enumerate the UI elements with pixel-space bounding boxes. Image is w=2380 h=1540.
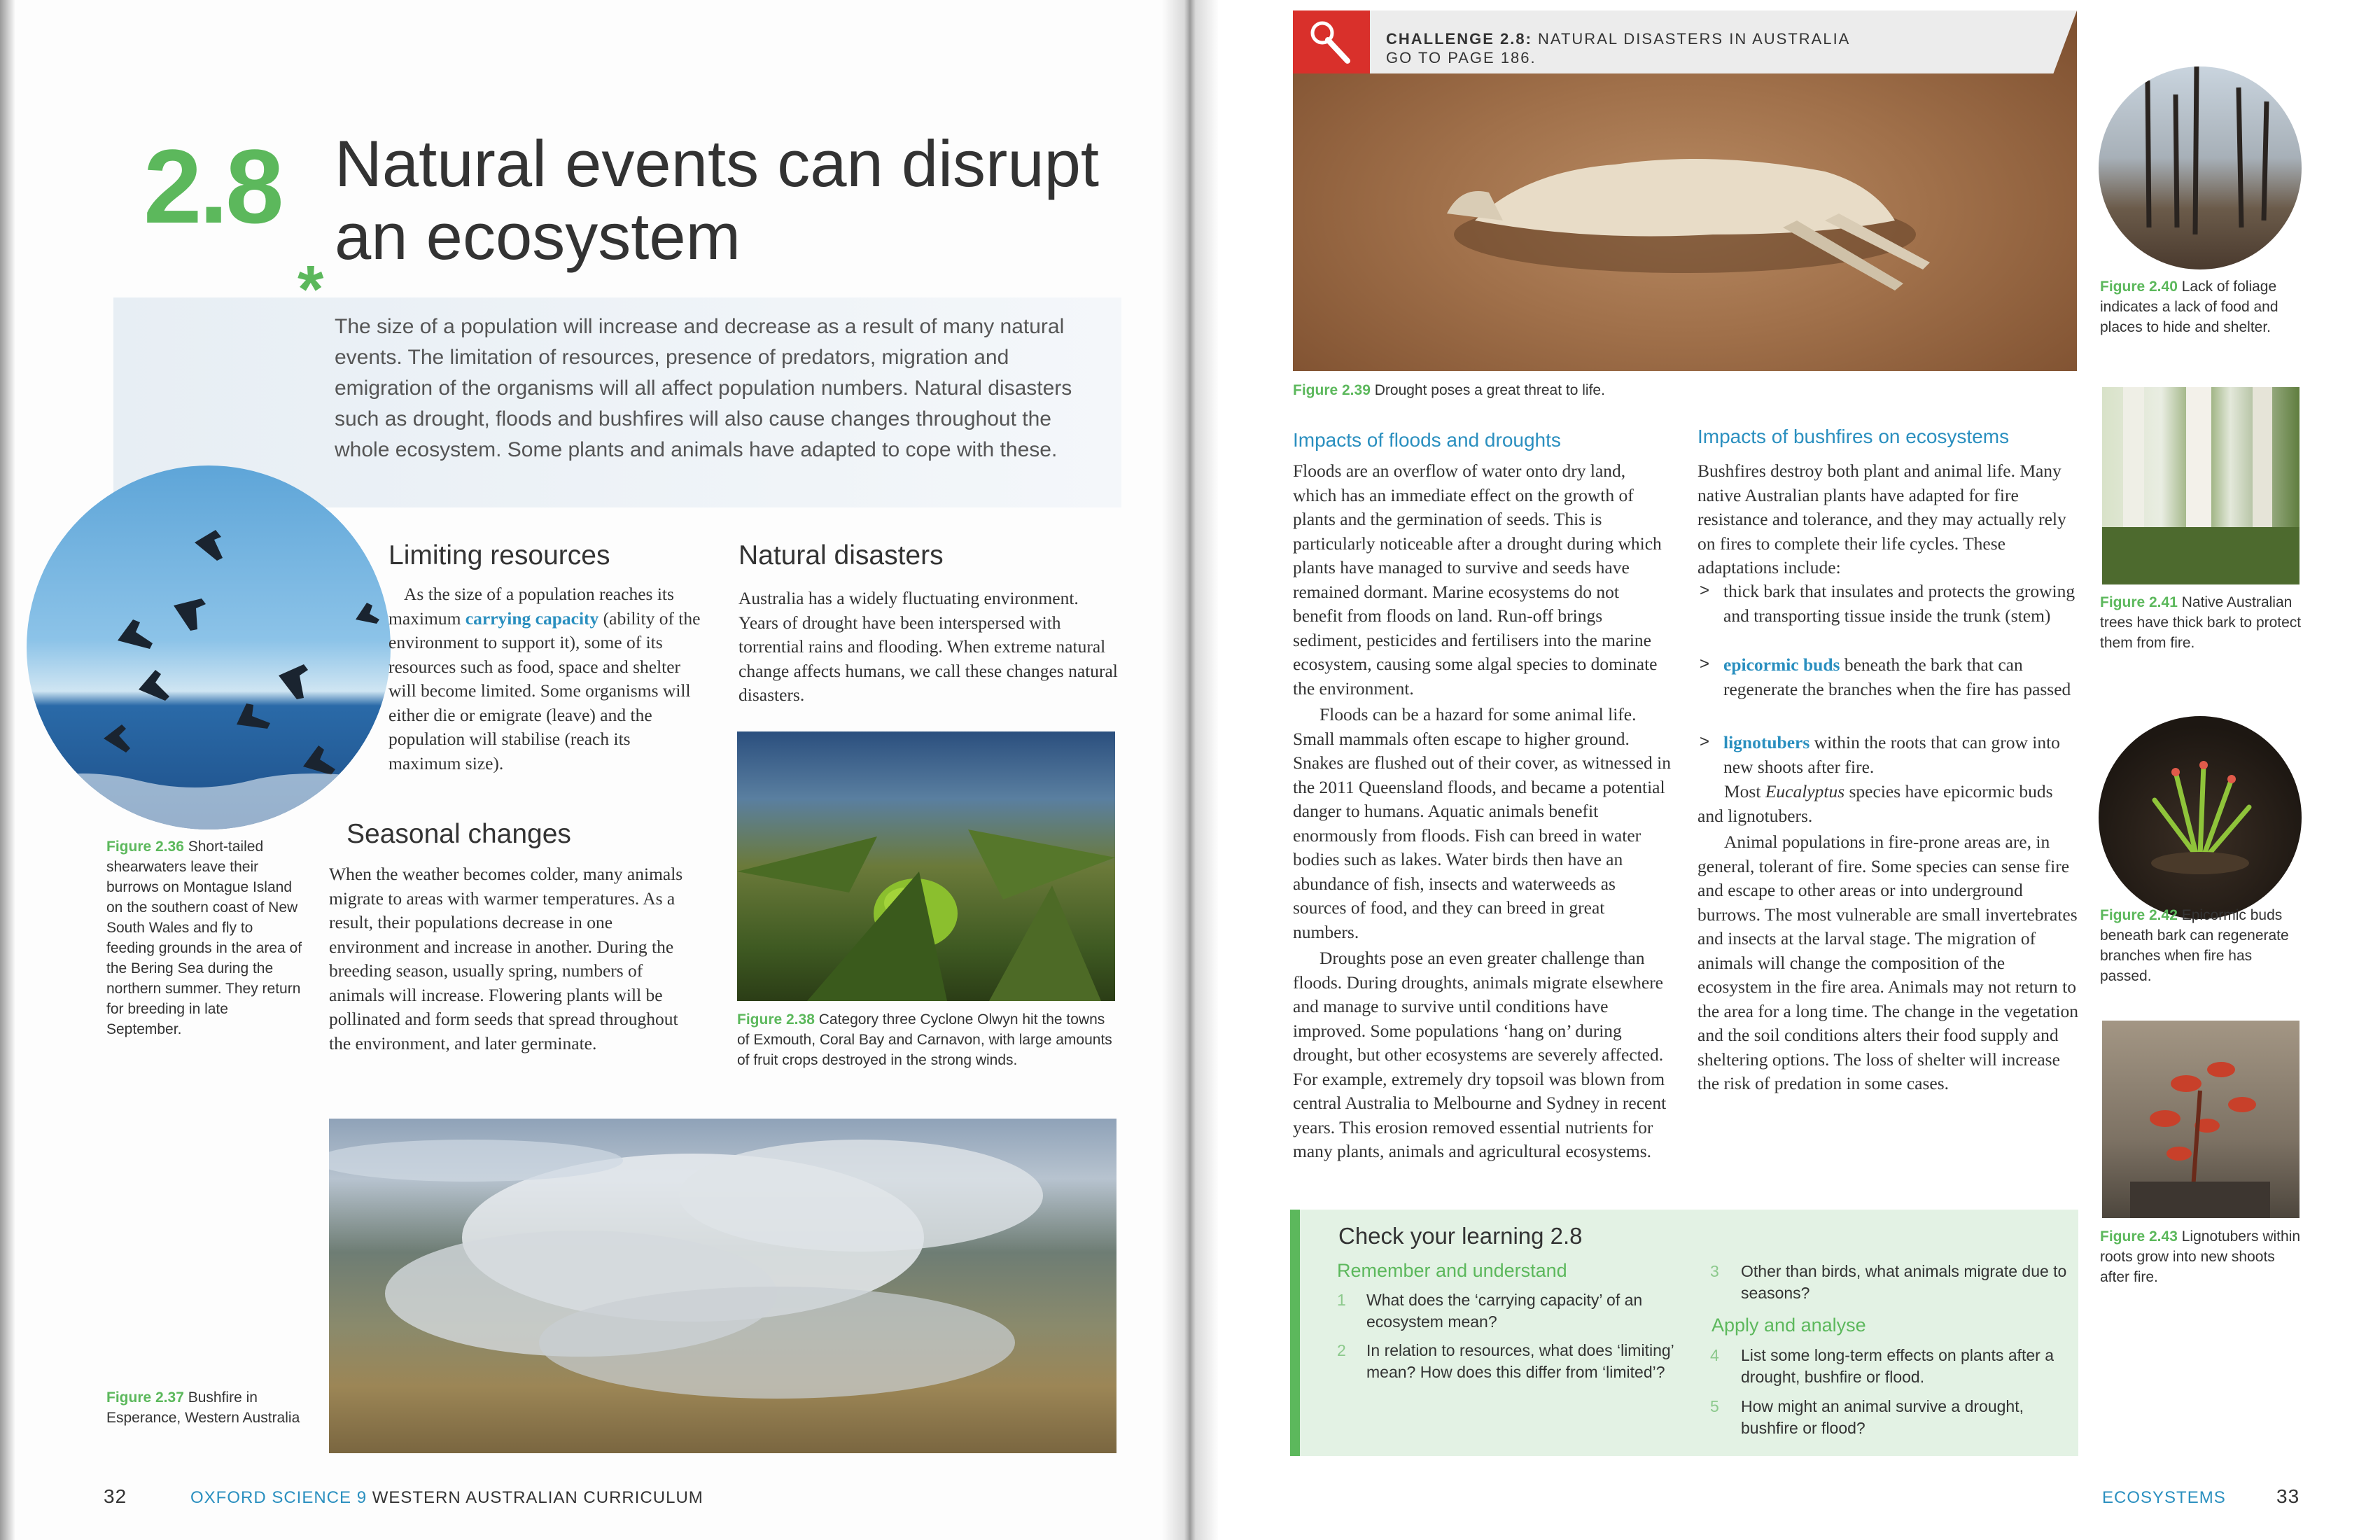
figure-2-38-caption: Figure 2.38 Category three Cyclone Olwyn hit the towns of Exmouth, Coral Bay and Carnavon, with large amounts of fruit crops destroyed in the strong winds. <box>737 1011 1112 1068</box>
floods-paragraph-1: Floods are an overflow of water onto dry land, which has an immediate effect on the growth of plants and the germination of seeds. This is particularly noticeable after a drought during which plants have managed to survive and seeds have remained dormant. Marine ecosystems do not benefit from floods on land. Run-off brings sediment, pesticides and fertilisers into the marine ecosystem, causing some algal species to dominate the environment. <box>1293 461 1662 699</box>
asterisk-icon: * <box>298 252 324 327</box>
cyclone-crop-photo <box>737 732 1115 1001</box>
footer-series: OXFORD SCIENCE 9 WESTERN AUSTRALIAN CURRICULUM <box>190 1488 704 1507</box>
native-trees-photo <box>2102 387 2300 584</box>
question-3[interactable]: 3 Other than birds, what animals migrate due to seasons? <box>1710 1262 2067 1302</box>
shearwaters-photo <box>27 465 391 830</box>
tree-trunks-illustration <box>2102 387 2300 584</box>
section-number: 2.8 <box>144 127 281 245</box>
book-spine <box>1162 0 1218 1540</box>
bullet-marker: > <box>1700 581 1710 600</box>
bullet-epicormic-buds: epicormic buds beneath the bark that can regenerate the branches when the fire has passed <box>1723 654 2071 699</box>
question-4[interactable]: 4 List some long-term effects on plants after a drought, bushfire or flood. <box>1710 1346 2054 1386</box>
left-page-number: 32 <box>104 1485 127 1507</box>
right-page-number: 33 <box>2276 1485 2300 1507</box>
remember-heading: Remember and understand <box>1337 1260 1567 1281</box>
figure-2-36-caption: Figure 2.36 Short-tailed shearwaters leave their burrows on Montague Island on the southern coast of New South Wales and fly to feeding grounds in the area of the Bering Sea during the northern summer. They return for breeding in late September. <box>106 839 302 1037</box>
bullet-marker: > <box>1700 732 1710 751</box>
footer-section: ECOSYSTEMS <box>2102 1488 2226 1507</box>
bullet-thick-bark: thick bark that insulates and protects the growing and transporting tissue inside the trunk (stem) <box>1723 581 2076 626</box>
limiting-resources-heading: Limiting resources <box>388 540 610 570</box>
intro-paragraph: The size of a population will increase and decrease as a result of many natural events. The limitation of resources, presence of predators, migration and emigration of the organisms will all affect population numbers. Natural disasters such as drought, floods and bushfires will also cause changes throughout the whole ecosystem. Some plants and animals have adapted to cope with these. <box>335 315 1072 461</box>
figure-2-42-caption: Figure 2.42 Epicormic buds beneath bark can regenerate branches when fire has passed. <box>2100 907 2289 984</box>
bushfire-aerial-photo <box>329 1119 1116 1453</box>
question-2[interactable]: 2 In relation to resources, what does ‘limiting’ mean? How does this differ from ‘limited’? <box>1337 1341 1674 1381</box>
burnt-trees-illustration <box>2099 66 2302 270</box>
page-title: Natural events can disrupt an ecosystem <box>335 127 1100 273</box>
wrench-icon[interactable] <box>1293 10 1370 74</box>
question-1[interactable]: 1 What does the ‘carrying capacity’ of an ecosystem mean? <box>1337 1291 1643 1331</box>
bushfires-heading: Impacts of bushfires on ecosystems <box>1698 426 2010 447</box>
figure-2-43-caption: Figure 2.43 Lignotubers within roots grow into new shoots after fire. <box>2100 1228 2301 1285</box>
seasonal-changes-heading: Seasonal changes <box>346 819 571 849</box>
natural-disasters-heading: Natural disasters <box>738 540 944 570</box>
floods-paragraph-3: Droughts pose an even greater challenge than floods. During droughts, animals migrate elsewhere and manage to survive until conditions have improved. Some populations ‘hang on’ during drought, but other ecosystems are severely affected. For example, extremely dry topsoil was blown from central Australia to Melbourne and Sydney in recent years. This erosion removed essential nutrients for many plants, animals and agricultural ecosystems. <box>1293 948 1667 1161</box>
bushfires-paragraph-2: Most Eucalyptus species have epicormic buds and lignotubers. <box>1698 781 2053 826</box>
epicormic-buds-photo <box>2099 716 2302 919</box>
bullet-marker: > <box>1700 654 1710 673</box>
question-5[interactable]: 5 How might an animal survive a drought, bushfire or flood? <box>1710 1397 2024 1437</box>
page-edge <box>0 0 15 1540</box>
lignotubers-photo <box>2102 1021 2300 1218</box>
birds-illustration <box>27 465 391 830</box>
bushfires-paragraph-1: Bushfires destroy both plant and animal life. Many native Australian plants have adapted for fire resistance and tolerance, and they may actually rely on fires to complete their life cycles. These adaptations include: <box>1698 461 2066 578</box>
green-shoots-illustration <box>2099 716 2302 919</box>
seasonal-changes-text: When the weather becomes colder, many animals migrate to areas with warmer temperatures. As a result, their populations decrease in one environment and increase in another. During the breeding season, usually spring, numbers of animals will increase. Flowering plants will be pollinated and form seeds that spread throughout the environment, and later germinate. <box>329 864 683 1054</box>
banana-plants-illustration <box>737 732 1115 1001</box>
figure-2-40-caption: Figure 2.40 Lack of foliage indicates a lack of food and places to hide and shelter. <box>2100 279 2278 335</box>
bullet-lignotubers: lignotubers within the roots that can grow into new shoots after fire. <box>1723 732 2060 777</box>
floods-heading: Impacts of floods and droughts <box>1293 429 1561 451</box>
floods-paragraph-2: Floods can be a hazard for some animal life. Small mammals often escape to higher ground. Snakes are flushed out of their cover, as witnessed in the 2011 Queensland floods, and became a potential danger to humans. Aquatic animals benefit enormously from floods. Fish can breed in water bodies such as lakes. Water birds then have an abundance of fish, insects and waterweeds as sources of food, and they can breed in great numbers. <box>1293 704 1671 942</box>
natural-disasters-text: Australia has a widely fluctuating environment. Years of drought have been interspersed with torrential rains and flooding. When extreme natural change affects humans, we call these changes natural disasters. <box>738 588 1118 705</box>
burnt-forest-photo <box>2099 66 2302 270</box>
smoke-plumes-illustration <box>329 1119 1116 1453</box>
challenge-text: CHALLENGE 2.8: NATURAL DISASTERS IN AUSTRALIA GO TO PAGE 186. <box>1386 30 1851 66</box>
bushfires-paragraph-3: Animal populations in fire-prone areas are, in general, tolerant of fire. Some species can sense fire and escape to other areas or into underground burrows. The most vulnerable are small invertebrates and insects at the larval stage. The migration of animals will change the composition of the ecosystem in the fire area. Animals may not return to the area for a long time. The change in the vegetation and the soil conditions alters their food supply and sheltering options. The loss of shelter will increase the risk of predation in some cases. <box>1698 832 2079 1093</box>
apply-heading: Apply and analyse <box>1712 1315 1866 1336</box>
check-title: Check your learning 2.8 <box>1338 1223 1583 1249</box>
carrying-capacity-keyword: carrying capacity <box>465 608 599 629</box>
figure-2-41-caption: Figure 2.41 Native Australian trees have thick bark to protect them from fire. <box>2100 594 2302 651</box>
check-accent-bar <box>1290 1210 1300 1456</box>
figure-2-39-caption: Figure 2.39 Drought poses a great threat to life. <box>1293 382 1605 398</box>
figure-2-37-caption: Figure 2.37 Bushfire in Esperance, Western Australia <box>106 1390 300 1426</box>
red-shoots-illustration <box>2102 1021 2300 1218</box>
limiting-resources-text: As the size of a population reaches its maximum carrying capacity (ability of the environment to support it), some of its resources such as food, space and shelter will become limited. Some organisms will either die or emigrate (leave) and the population will stabilise (reach its maximum size). <box>388 584 701 774</box>
